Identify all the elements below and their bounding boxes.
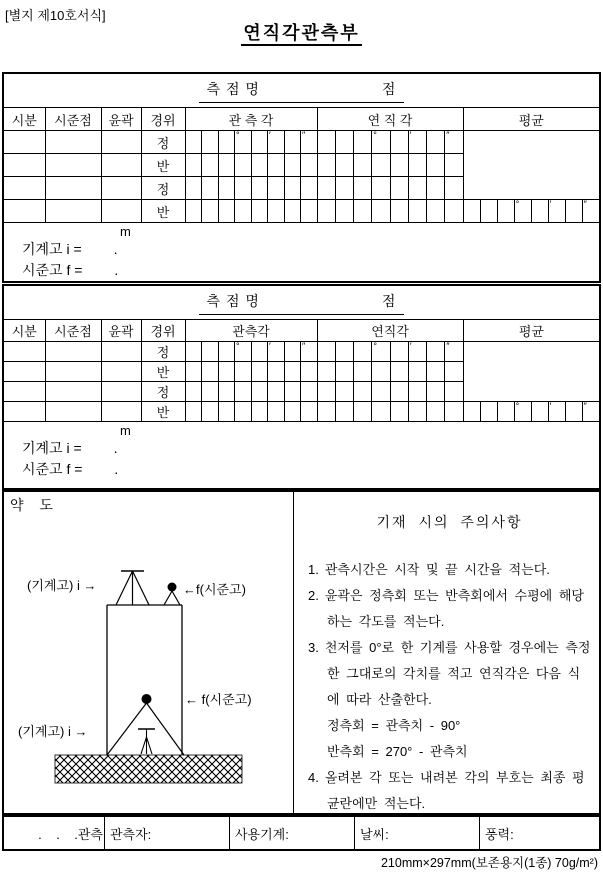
blank-cell — [101, 362, 141, 382]
face-label: 정 — [141, 177, 185, 200]
degree-mark: ° — [515, 401, 520, 411]
col-header-outline: 윤곽 — [101, 108, 141, 131]
sight-height-line — [4, 260, 599, 281]
sight-height-value: . — [114, 262, 119, 278]
digit-cell — [301, 362, 318, 382]
digit-cell — [372, 131, 390, 154]
digit-cell — [218, 200, 235, 223]
digit-cell — [372, 154, 390, 177]
degree-mark: ° — [373, 341, 377, 351]
digit-cell — [335, 154, 353, 177]
digit-cell — [218, 177, 235, 200]
sight-height-label: 시준고 f = — [22, 461, 83, 477]
ground-hatch — [55, 755, 242, 783]
col-header-outline: 윤곽 — [101, 320, 141, 342]
blank-cell — [101, 131, 141, 154]
minute-mark: ′ — [269, 130, 271, 140]
note-number: 4. — [308, 770, 319, 785]
blank-cell — [101, 154, 141, 177]
digit-cell — [202, 402, 219, 422]
station-name-line — [199, 291, 405, 315]
digit-cell — [185, 342, 202, 362]
digit-cell — [335, 131, 353, 154]
page-title — [0, 19, 603, 45]
face-label: 정 — [141, 382, 185, 402]
note-item-3 — [308, 635, 591, 713]
digit-cell — [335, 342, 353, 362]
digit-cell — [335, 177, 353, 200]
instrument-used-cell: 사용기계: — [230, 817, 355, 849]
digit-cell — [548, 200, 565, 223]
digit-cell — [354, 154, 372, 177]
instrument-height-value: . — [113, 241, 118, 257]
digit-cell — [445, 177, 463, 200]
blank-cell — [45, 200, 101, 223]
face-label: 정 — [141, 342, 185, 362]
digit-cell — [268, 382, 285, 402]
col-header-time: 시분 — [4, 108, 45, 131]
digit-cell — [251, 177, 268, 200]
upper-instrument-height-label: (기계고) i → — [27, 578, 97, 593]
face-label: 반 — [141, 200, 185, 223]
blank-cell — [4, 382, 45, 402]
note-formula-face-left: 정측회 = 관측치 - 90° — [327, 718, 461, 733]
digit-cell — [354, 131, 372, 154]
note-formula-face-right: 반측회 = 270° - 관측치 — [327, 744, 468, 759]
digit-cell — [445, 131, 463, 154]
blank-cell — [45, 402, 101, 422]
minute-mark: ′ — [549, 401, 552, 411]
digit-cell — [408, 342, 426, 362]
col-header-average: 평균 — [463, 320, 599, 342]
digit-cell — [218, 362, 235, 382]
degree-mark: ° — [373, 130, 377, 140]
observation-table-2 — [2, 284, 601, 490]
digit-cell — [408, 154, 426, 177]
digit-cell — [408, 177, 426, 200]
digit-cell — [301, 342, 318, 362]
digit-cell — [445, 154, 463, 177]
digit-cell — [372, 200, 390, 223]
digit-cell — [480, 200, 497, 223]
digit-cell — [235, 177, 252, 200]
minute-mark: ′ — [549, 199, 552, 209]
digit-cell — [372, 177, 390, 200]
blank-cell — [101, 402, 141, 422]
digit-cell — [301, 200, 318, 223]
digit-cell — [317, 154, 335, 177]
note-number: 1. — [308, 562, 319, 577]
digit-cell — [185, 362, 202, 382]
data-row-4 — [4, 402, 599, 422]
second-mark: ″ — [583, 401, 587, 411]
blank-cell — [45, 362, 101, 382]
digit-cell — [284, 177, 301, 200]
paper-size-footnote: 210mm×297mm(보존용지(1종) 70g/m²) — [380, 856, 598, 870]
digit-cell — [445, 382, 463, 402]
col-header-observed-angle: 관측각 — [185, 320, 317, 342]
digit-cell — [372, 362, 390, 382]
degree-mark: ° — [515, 199, 520, 209]
digit-cell — [565, 200, 582, 223]
digit-cell — [202, 131, 219, 154]
digit-cell — [408, 131, 426, 154]
digit-cell — [531, 200, 548, 223]
digit-cell — [514, 200, 531, 223]
average-merged-cell — [463, 342, 599, 402]
digit-cell — [335, 402, 353, 422]
digit-cell — [497, 402, 514, 422]
face-label: 반 — [141, 154, 185, 177]
digit-cell — [218, 154, 235, 177]
digit-cell — [548, 402, 565, 422]
digit-cell — [354, 362, 372, 382]
note-item-2 — [308, 583, 591, 635]
second-mark: ″ — [446, 130, 450, 140]
sight-height-value: . — [114, 461, 119, 477]
meter-unit: m — [120, 423, 131, 438]
digit-cell — [202, 382, 219, 402]
blank-cell — [4, 402, 45, 422]
digit-cell — [463, 200, 480, 223]
blank-cell — [45, 154, 101, 177]
digit-cell — [390, 200, 408, 223]
blank-cell — [101, 382, 141, 402]
digit-cell — [427, 382, 445, 402]
digit-cell — [235, 382, 252, 402]
second-mark: ″ — [446, 341, 450, 351]
instrument-height-label: 기계고 i = — [22, 440, 82, 456]
digit-cell — [317, 200, 335, 223]
blank-cell — [101, 342, 141, 362]
col-header-sight-point: 시준점 — [45, 320, 101, 342]
blank-cell — [45, 382, 101, 402]
blank-cell — [4, 177, 45, 200]
table-footer-2 — [4, 422, 599, 488]
col-header-time: 시분 — [4, 320, 45, 342]
digit-cell — [354, 342, 372, 362]
instrument-height-label: 기계고 i = — [22, 241, 82, 257]
col-header-face: 경위 — [141, 320, 185, 342]
data-row-4 — [4, 200, 599, 223]
digit-cell — [251, 342, 268, 362]
survey-sketch-drawing — [4, 492, 293, 813]
digit-cell — [284, 342, 301, 362]
digit-cell — [235, 342, 252, 362]
digit-cell — [251, 154, 268, 177]
table-footer-1 — [4, 223, 599, 281]
digit-cell — [202, 154, 219, 177]
digit-cell — [235, 200, 252, 223]
digit-cell — [390, 177, 408, 200]
digit-cell — [268, 131, 285, 154]
digit-cell — [354, 200, 372, 223]
digit-cell — [235, 154, 252, 177]
instrument-height-value: . — [113, 440, 118, 456]
wind-cell: 풍력: — [485, 826, 514, 842]
lower-target-height-label: ← f(시준고) — [185, 692, 252, 707]
second-mark: ″ — [583, 199, 587, 209]
note-item-4 — [308, 765, 591, 817]
digit-cell — [317, 402, 335, 422]
digit-cell — [390, 131, 408, 154]
blank-cell — [101, 200, 141, 223]
digit-cell — [268, 200, 285, 223]
blank-cell — [45, 342, 101, 362]
digit-cell — [427, 342, 445, 362]
blank-cell — [4, 131, 45, 154]
digit-cell — [284, 154, 301, 177]
sketch-panel — [4, 492, 294, 813]
digit-cell — [317, 177, 335, 200]
face-label: 반 — [141, 362, 185, 382]
tower-shape — [107, 605, 182, 755]
observation-table-1 — [2, 72, 601, 283]
digit-cell — [284, 131, 301, 154]
col-header-observed-angle: 관 측 각 — [185, 108, 317, 131]
digit-cell — [427, 362, 445, 382]
second-mark: ″ — [302, 130, 306, 140]
digit-cell — [251, 131, 268, 154]
col-header-sight-point: 시준점 — [45, 108, 101, 131]
weather-cell: 날씨: — [355, 817, 480, 849]
digit-cell — [497, 200, 514, 223]
digit-cell — [185, 154, 202, 177]
minute-mark: ′ — [409, 341, 412, 351]
digit-cell — [408, 362, 426, 382]
digit-cell — [284, 200, 301, 223]
station-suffix: 점 — [381, 292, 397, 309]
digit-cell — [185, 402, 202, 422]
digit-cell — [372, 402, 390, 422]
digit-cell — [301, 154, 318, 177]
theodolite-icon — [116, 571, 149, 605]
digit-cell — [202, 362, 219, 382]
degree-mark: ° — [236, 130, 240, 140]
digit-cell — [268, 342, 285, 362]
note-number: 3. — [308, 640, 319, 655]
digit-cell — [354, 177, 372, 200]
notes-panel — [294, 492, 599, 813]
meter-unit: m — [120, 224, 131, 239]
station-name-row-1 — [4, 74, 599, 108]
note-number: 2. — [308, 588, 319, 603]
col-header-vertical-angle: 연 직 각 — [317, 108, 463, 131]
digit-cell — [268, 362, 285, 382]
digit-cell — [317, 342, 335, 362]
blank-cell — [4, 362, 45, 382]
digit-cell — [582, 200, 599, 223]
digit-cell — [427, 131, 445, 154]
blank-cell — [4, 154, 45, 177]
blank-cell — [4, 342, 45, 362]
digit-cell — [514, 402, 531, 422]
digit-cell — [390, 342, 408, 362]
digit-cell — [317, 362, 335, 382]
digit-cell — [531, 402, 548, 422]
digit-cell — [354, 382, 372, 402]
digit-cell — [408, 402, 426, 422]
digit-cell — [218, 131, 235, 154]
note-text: 천저를 0°로 한 기계를 사용할 경우에는 측정한 그대로의 각치를 적고 연직각은 다음 식에 따라 산출한다. — [324, 640, 591, 707]
digit-cell — [284, 382, 301, 402]
digit-cell — [445, 362, 463, 382]
instrument-height-line — [4, 438, 599, 459]
instrument-height-line — [4, 239, 599, 260]
digit-cell — [445, 200, 463, 223]
second-mark: ″ — [302, 341, 306, 351]
col-header-face: 경위 — [141, 108, 185, 131]
station-name-label: 측 점 명 — [206, 292, 260, 309]
notes-title: 기재 시의 주의사항 — [376, 514, 523, 530]
angle-grid-2 — [4, 320, 599, 421]
instrument-icon-lower — [138, 729, 155, 754]
col-header-vertical-angle: 연직각 — [317, 320, 463, 342]
station-name-label: 측 점 명 — [206, 80, 260, 97]
station-name-row-2 — [4, 286, 599, 320]
digit-cell — [284, 362, 301, 382]
target-icon-upper — [164, 583, 180, 606]
station-suffix: 점 — [381, 80, 397, 97]
page-title-text: 연직각관측부 — [241, 23, 361, 46]
digit-cell — [565, 402, 582, 422]
digit-cell — [390, 402, 408, 422]
digit-cell — [235, 402, 252, 422]
upper-target-height-label: ←f(시준고) — [183, 582, 246, 597]
digit-cell — [372, 382, 390, 402]
col-header-average: 평균 — [463, 108, 599, 131]
blank-cell — [45, 131, 101, 154]
digit-cell — [480, 402, 497, 422]
digit-cell — [301, 177, 318, 200]
digit-cell — [268, 154, 285, 177]
digit-cell — [335, 362, 353, 382]
digit-cell — [335, 200, 353, 223]
minute-mark: ′ — [409, 130, 412, 140]
digit-cell — [317, 131, 335, 154]
sight-height-label: 시준고 f = — [22, 262, 83, 278]
blank-cell — [4, 200, 45, 223]
digit-cell — [185, 200, 202, 223]
target-icon-lower — [107, 694, 184, 755]
digit-cell — [185, 131, 202, 154]
sketch-title: 약 도 — [10, 497, 59, 513]
degree-mark: ° — [236, 341, 240, 351]
digit-cell — [301, 382, 318, 402]
digit-cell — [185, 177, 202, 200]
digit-cell — [202, 342, 219, 362]
blank-cell — [45, 177, 101, 200]
digit-cell — [445, 402, 463, 422]
digit-cell — [251, 362, 268, 382]
note-text: 올려본 각 또는 내려본 각의 부호는 최종 평균란에만 적는다. — [324, 770, 585, 811]
face-label: 정 — [141, 131, 185, 154]
station-name-line — [199, 79, 405, 103]
note-text: 관측시간은 시작 및 끝 시간을 적는다. — [324, 562, 550, 577]
observation-date-cell: . . .관측 — [4, 817, 105, 849]
digit-cell — [301, 131, 318, 154]
digit-cell — [235, 131, 252, 154]
digit-cell — [427, 177, 445, 200]
digit-cell — [427, 200, 445, 223]
digit-cell — [235, 362, 252, 382]
note-text: 윤곽은 정측회 또는 반측회에서 수평에 해당하는 각도를 적는다. — [324, 588, 584, 629]
blank-cell — [101, 177, 141, 200]
digit-cell — [408, 382, 426, 402]
digit-cell — [335, 382, 353, 402]
grid-header-row — [4, 108, 599, 131]
digit-cell — [218, 402, 235, 422]
average-merged-cell — [463, 131, 599, 200]
digit-cell — [354, 402, 372, 422]
digit-cell — [301, 402, 318, 422]
minute-mark: ′ — [269, 341, 271, 351]
sight-height-line — [4, 459, 599, 480]
digit-cell — [390, 154, 408, 177]
digit-cell — [284, 402, 301, 422]
digit-cell — [445, 342, 463, 362]
angle-grid-1 — [4, 108, 599, 222]
digit-cell — [390, 382, 408, 402]
lower-instrument-height-label: (기계고) i → — [18, 724, 88, 739]
data-row-1 — [4, 342, 599, 362]
face-label: 반 — [141, 402, 185, 422]
digit-cell — [427, 154, 445, 177]
observer-cell: 관측자: — [105, 817, 230, 849]
digit-cell — [202, 200, 219, 223]
bottom-info-row — [2, 815, 601, 851]
digit-cell — [372, 342, 390, 362]
digit-cell — [251, 382, 268, 402]
form-number-label: [별지 제10호서식] — [5, 8, 106, 23]
digit-cell — [218, 382, 235, 402]
sketch-and-notes-section — [2, 490, 601, 815]
digit-cell — [268, 402, 285, 422]
digit-cell — [251, 200, 268, 223]
digit-cell — [185, 382, 202, 402]
digit-cell — [390, 362, 408, 382]
digit-cell — [317, 382, 335, 402]
digit-cell — [408, 200, 426, 223]
data-row-1 — [4, 131, 599, 154]
digit-cell — [202, 177, 219, 200]
digit-cell — [582, 402, 599, 422]
digit-cell — [463, 402, 480, 422]
grid-header-row — [4, 320, 599, 342]
digit-cell — [427, 402, 445, 422]
digit-cell — [268, 177, 285, 200]
digit-cell — [218, 342, 235, 362]
digit-cell — [251, 402, 268, 422]
note-item-1 — [308, 557, 591, 583]
